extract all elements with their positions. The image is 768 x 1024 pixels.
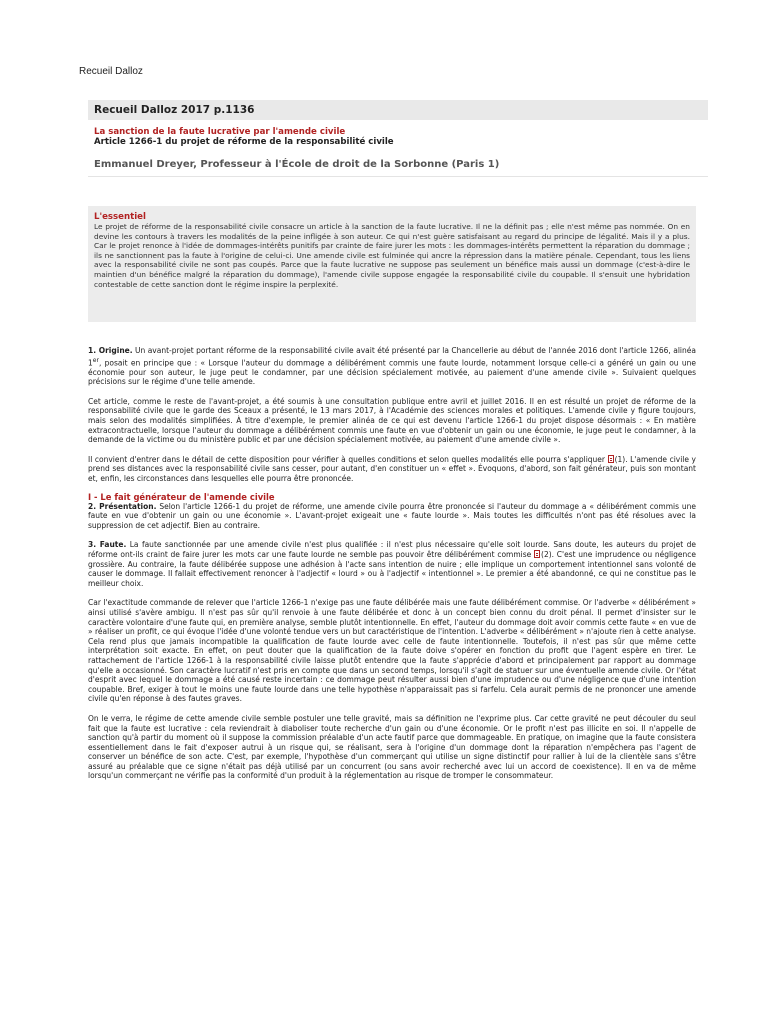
paragraph-lead: 2. Présentation. — [88, 501, 157, 511]
paragraph-text: . L'amende civile y prend ses distances avec la responsabilité civile sans cesser, pour autant, d'en constituer un « effet ». Évoquons, d'abord, son fait générateur, puis son montant et, enfin, les circonstances dans lesquelles elle pourra être prononcée. — [88, 454, 696, 484]
paragraph-text: Selon l'article 1266-1 du projet de réforme, une amende civile pourra être prononcée si l'auteur du dommage a « délibérément commis une faute en vue d'obtenir un gain ou une économie ». L'avant-projet exigeait une « faute lourde ». Mais toutes les difficultés n'ont pas été résolues avec la suppression de cet adjectif. Bien au contraire. — [88, 501, 697, 530]
essentiel-text: Le projet de réforme de la responsabilité civile consacre un article à la sanction de la faute lucrative. Il ne la définit pas ; elle n'est même pas nommée. On en devine les contours à travers les modalités de la peine infligée à son auteur. Ce qui n'est guère satisfaisant au regard du principe de légalité. Mais il y a plus. Car le projet renonce à l'idée de dommages-intérêts punitifs par crainte de faire jurer les mots : les dommages-intérêts permettent la réparation du dommage ; ils ne sanctionnent pas la faute à l'origine de celui-ci. Une amende civile est fulminée qui ancre la répression dans la matière pénale. Cependant, tous les liens avec la responsabilité civile ne sont pas coupés. Parce que la faute lucrative ne suppose pas seulement un bénéfice mais aussi un dommage (c'est-à-dire le maintien d'un bénéfice malgré la réparation du dommage), l'amende civile suppose engagée la responsabilité civile du coupable. Il s'ensuit une hybridation contestable de cette sanction dont le régime inspire la perplexité. — [94, 222, 690, 289]
footnote-ref[interactable]: (1) — [614, 454, 626, 464]
author-line: Emmanuel Dreyer, Professeur à l'École de droit de la Sorbonne (Paris 1) — [88, 157, 708, 177]
paragraph-text: Un avant-projet portant réforme de la responsabilité civile avait été présenté par la Chancellerie au début de l'année 2016 dont l'article 1266, alinéa 1 — [88, 346, 696, 368]
paragraph-text: La faute sanctionnée par une amende civile n'est plus qualifiée : il n'est plus nécessaire qu'elle soit lourde. Sans doute, les auteurs du projet de réforme ont-ils craint de faire jurer les mots car une faute lourde ne semble pas pouvoir être délibérément commise — [88, 540, 696, 559]
paragraph-plan — [88, 455, 696, 484]
paragraph-lead: 3. Faute. — [88, 540, 127, 550]
article-title: La sanction de la faute lucrative par l'amende civile — [94, 127, 346, 137]
footnote-icon[interactable] — [608, 455, 614, 463]
page-header: Recueil Dalloz — [79, 66, 143, 77]
article-titles — [88, 124, 708, 150]
paragraph-text: , posait en principe que : « Lorsque l'auteur du dommage a délibérément commis une faute lourde, notamment lorsque celle-ci a généré un gain ou une économie pour son auteur, le juge peut le condamner, par une décision spécialement motivée, au paiement d'une amende civile ». Suivaient quelques précisions sur le régime d'une telle amende. — [88, 358, 696, 387]
footnote-icon[interactable] — [534, 550, 540, 558]
footnote-ref[interactable]: (2) — [541, 550, 552, 559]
paragraph-faute — [88, 540, 696, 588]
paragraph-consultation: Cet article, comme le reste de l'avant-projet, a été soumis à une consultation publique entre avril et juillet 2016. Il en est résulté un projet de réforme de la responsabilité civile que le garde des Sceaux a présenté, le 13 mars 2017, à l'Académie des sciences morales et politiques. L'amende civile y figure toujours, mais selon des modalités simplifiées. À titre d'exemple, le premier alinéa de ce qui est devenu l'article 1266-1 du projet dispose désormais : « En matière extracontractuelle, lorsque l'auteur du dommage a délibérément commis une faute en vue d'obtenir un gain ou une économie, le juge peut le condamner, à la demande de la victime ou du ministère public et par une décision spécialement motivée, au paiement d'une amende civile ». — [88, 396, 696, 445]
paragraph-exactitude: Car l'exactitude commande de relever que l'article 1266-1 n'exige pas une faute délibérée mais une faute délibérément commise. Or l'adverbe « délibérément » ainsi utilisé s'avère ambigu. Il n'est pas sûr qu'il renvoie à une faute délibérée et donc à un concept bien connu du droit pénal. Il permet d'insister sur le caractère volontaire d'une faute qui, en première analyse, semble plutôt intentionnelle. En effet, l'auteur du dommage doit avoir commis cette faute « en vue de » réaliser un profit, ce qui évoque l'idée d'une volonté tendue vers un but caractéristique de l'intention. L'adverbe « délibérément » n'ajoute rien à cette analyse. Cela rend plus que jamais incompatible la qualification de faute lourde avec celle de faute intentionnelle. Toutefois, il n'est pas sûr que même cette interprétation soit exacte. En effet, on peut douter que la qualification de la faute doive s'opérer en fonction du profit que l'agent espère en tirer. Le rattachement de l'article 1266-1 à la responsabilité civile laisse plutôt entendre que la faute s'apprécie d'abord et principalement par rapport au dommage qu'elle a occasionné. Son caractère lucratif n'est pris en compte que dans un second temps, lorsqu'il s'agit de statuer sur une éventuelle amende civile. Or l'état d'esprit avec lequel le dommage a été causé reste incertain : ce dommage peut résulter aussi bien d'une imprudence ou d'une négligence que d'une intention coupable. Bref, exiger à tout le moins une faute lourde dans une telle hypothèse n'apparaissait pas si farfelu. Cela aurait permis de ne prononcer une amende civile qu'en réponse à des fautes graves. — [88, 598, 696, 704]
article-body — [88, 346, 696, 791]
superscript: er — [92, 356, 99, 364]
essentiel-box — [88, 206, 696, 322]
article-subtitle: Article 1266-1 du projet de réforme de la responsabilité civile — [94, 137, 394, 147]
paragraph-lead: 1. Origine. — [88, 346, 133, 355]
source-reference: Recueil Dalloz 2017 p.1136 — [88, 100, 708, 120]
paragraph-origine — [88, 346, 696, 387]
section-heading: I - Le fait générateur de l'amende civile — [88, 491, 275, 502]
paragraph-text: . C'est une imprudence ou négligence grossière. Au contraire, la faute délibérée suppose une adhésion à l'acte sans intention de nuire ; elle implique un comportement intentionnel sans volonté de causer le dommage. Il fallait effectivement renoncer à l'adjectif « lourd » ou à l'adjectif « intentionnel ». Le premier a été abandonné, ce qui ne constitue pas le meilleur choix. — [88, 550, 696, 588]
paragraph-gravite: On le verra, le régime de cette amende civile semble postuler une telle gravité, mais sa définition ne l'exprime plus. Car cette gravité ne peut découler du seul fait que la faute est lucrative : cela reviendrait à diaboliser toute recherche d'un gain ou d'une économie. Or le profit n'est pas illicite en soi. Il n'appelle de sanction qu'à partir du moment où il suppose la commission préalable d'un acte fautif parce que dommageable. En pratique, on imagine que la faute consistera essentiellement dans le fait d'exposer autrui à un risque qui, se réalisant, sera à l'origine d'un dommage dont la réparation n'empêchera pas l'agent de conserver un bénéfice de son acte. C'est, par exemple, l'hypothèse d'un commerçant qui utilise un signe distinctif pour rallier à lui de la clientèle sans s'être assuré au préalable que ce signe n'était pas déjà utilisé par un concurrent (ou sans avoir recherché avec lui un accord de coexistence). Il en va de même lorsqu'un commerçant ne vérifie pas la conformité d'un produit à la réglementation au risque de tromper le consommateur. — [88, 713, 696, 781]
essentiel-heading: L'essentiel — [94, 212, 146, 222]
paragraph-text: Il convient d'entrer dans le détail de cette disposition pour vérifier à quelles conditions et selon quelles modalités elle pourra s'appliquer — [88, 454, 608, 464]
paragraph-presentation — [88, 502, 696, 531]
